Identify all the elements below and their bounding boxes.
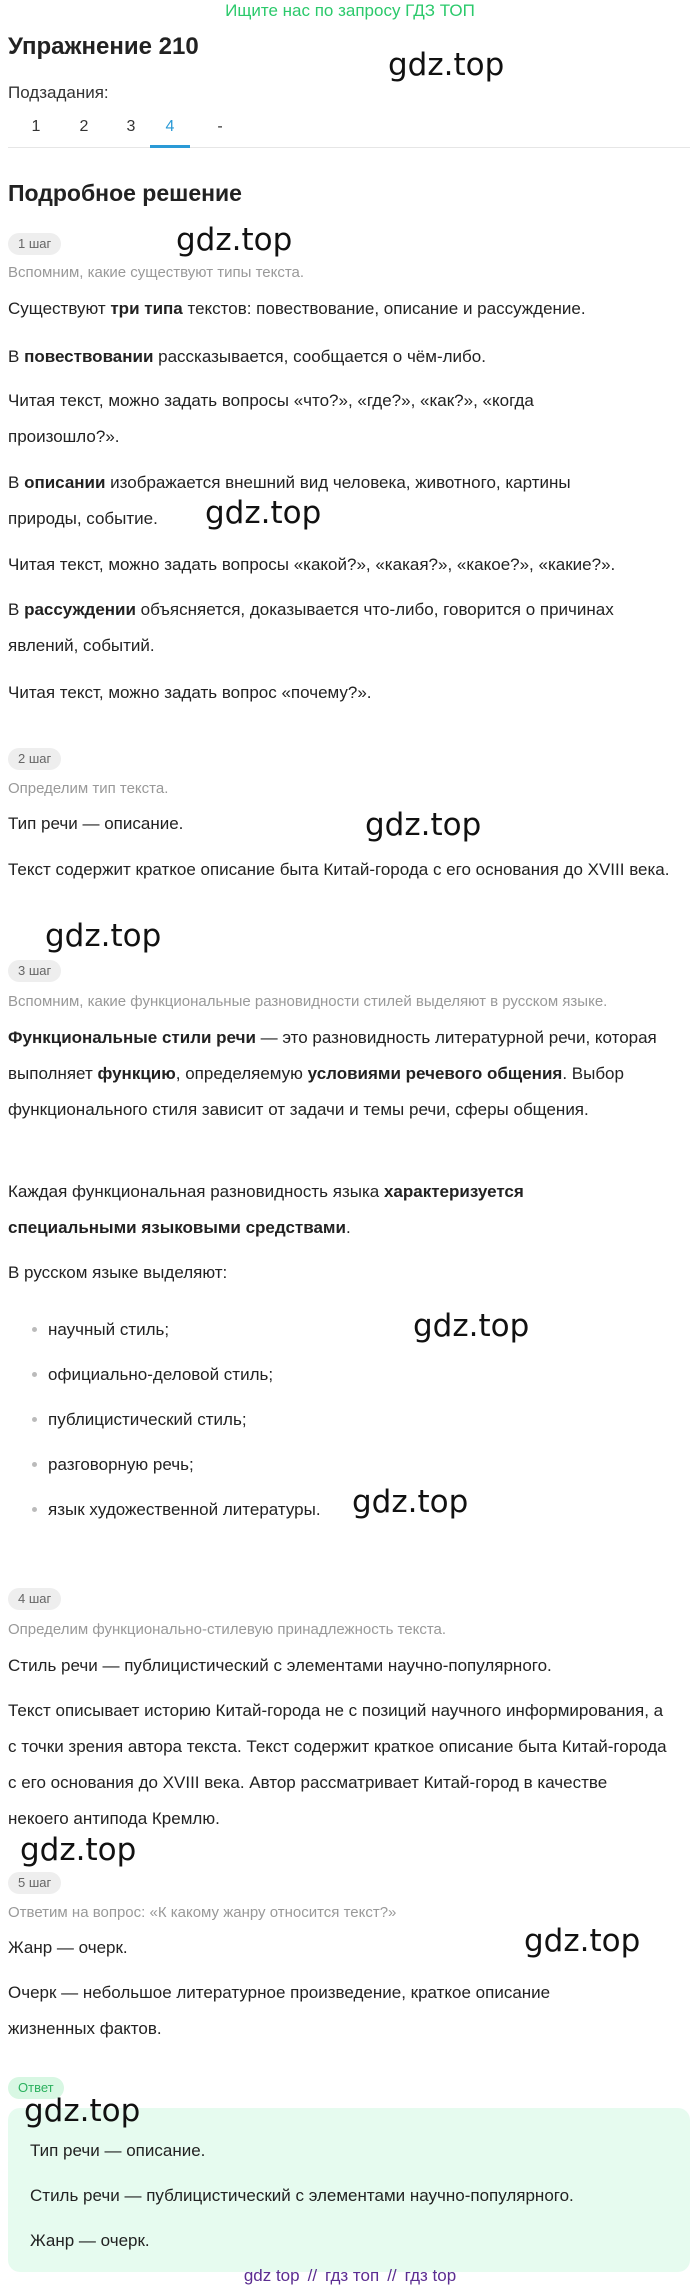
watermark: gdz.top [524, 1923, 641, 1959]
step-paragraph: Очерк — небольшое литературное произведение, краткое описание жизненных фактов. [8, 1983, 551, 2038]
list-item: официально-деловой стиль; [8, 1363, 508, 1387]
step-paragraph: В описании изображается внешний вид человека, животного, картины природы, событие. [8, 473, 571, 528]
bullet-icon [32, 1417, 37, 1422]
watermark: gdz.top [365, 807, 482, 843]
step-badge: 4 шаг [8, 1588, 61, 1610]
step-badge: 2 шаг [8, 748, 61, 770]
active-tab-indicator [150, 145, 190, 148]
page-title: Упражнение 210 [8, 33, 199, 60]
step-hint: Определим функционально-стилевую принадлежность текста. [8, 1621, 447, 1638]
step-paragraph: Текст описывает историю Китай-города не с позиций научного информирования, а с точки зрения автора текста. Текст содержит краткое описание быта Китай-города с его основания до XVIII века. Автор рассматривает Китай-город в качестве некоего антипода Кремлю. [8, 1701, 667, 1828]
footer-link[interactable]: gdz top [243, 2266, 300, 2285]
step-paragraph: Читая текст, можно задать вопросы «что?», «где?», «как?», «когда произошло?». [8, 391, 534, 446]
step-hint: Определим тип текста. [8, 780, 169, 797]
step-paragraph: Каждая функциональная разновидность языка характеризуется специальными языковыми средствами. [8, 1182, 524, 1237]
promo-banner[interactable]: Ищите нас по запросу ГДЗ ТОП [225, 1, 475, 20]
bullet-icon [32, 1372, 37, 1377]
subtasks-label: Подзадания: [8, 83, 109, 102]
watermark: gdz.top [205, 495, 322, 531]
bullet-icon [32, 1507, 37, 1512]
watermark: gdz.top [24, 2093, 141, 2129]
list-item: публицистический стиль; [8, 1408, 508, 1432]
step-badge: 5 шаг [8, 1872, 61, 1894]
footer-link[interactable]: гдз топ [325, 2266, 380, 2285]
step-paragraph: Стиль речи — публицистический с элементами научно-популярного. [8, 1656, 552, 1675]
step-paragraph: Читая текст, можно задать вопрос «почему?». [8, 683, 372, 702]
step-paragraph: Жанр — очерк. [8, 1938, 128, 1957]
tab-subtask-2[interactable]: 2 [79, 118, 89, 135]
list-item: язык художественной литературы. [8, 1498, 508, 1522]
watermark: gdz.top [45, 918, 162, 954]
subtask-tabs [8, 108, 690, 148]
watermark: gdz.top [176, 222, 293, 258]
tab-subtask-1[interactable]: 1 [31, 118, 41, 135]
solution-heading: Подробное решение [8, 180, 242, 206]
footer-separator: // [387, 2266, 397, 2285]
step-hint: Ответим на вопрос: «К какому жанру относится текст?» [8, 1904, 397, 1921]
step-badge: 3 шаг [8, 960, 61, 982]
step-paragraph: Существуют три типа текстов: повествование, описание и рассуждение. [8, 299, 586, 318]
step-paragraph: Текст содержит краткое описание быта Китай-города с его основания до XVIII века. [8, 860, 670, 879]
answer-line: Тип речи — описание. [30, 2141, 206, 2160]
answer-badge: Ответ [8, 2077, 64, 2099]
step-paragraph: В русском языке выделяют: [8, 1263, 228, 1282]
step-paragraph: В рассуждении объясняется, доказывается что-либо, говорится о причинах явлений, событий. [8, 600, 614, 655]
tab-subtask-3[interactable]: 3 [126, 118, 136, 135]
footer-link[interactable]: гдз top [404, 2266, 457, 2285]
footer-links [0, 2266, 700, 2286]
step-paragraph: Функциональные стили речи — это разновидность литературной речи, которая выполняет функцию, определяемую условиями речевого общения. Выбор функционального стиля зависит от задачи и темы речи, сферы общения. [8, 1028, 657, 1119]
step-hint: Вспомним, какие существуют типы текста. [8, 264, 305, 281]
watermark: gdz.top [388, 47, 505, 83]
answer-line: Жанр — очерк. [30, 2231, 150, 2250]
answer-box [8, 2108, 690, 2272]
tab-subtask-4[interactable]: 4 [165, 118, 175, 135]
step-paragraph: Тип речи — описание. [8, 814, 184, 833]
answer-line: Стиль речи — публицистический с элементами научно-популярного. [30, 2186, 574, 2205]
step-paragraph: В повествовании рассказывается, сообщается о чём-либо. [8, 347, 486, 366]
step-badge: 1 шаг [8, 233, 61, 255]
list-item: научный стиль; [8, 1318, 508, 1342]
watermark: gdz.top [20, 1832, 137, 1868]
watermark: gdz.top [352, 1484, 469, 1520]
step-hint: Вспомним, какие функциональные разновидности стилей выделяют в русском языке. [8, 993, 608, 1010]
list-item: разговорную речь; [8, 1453, 508, 1477]
bullet-icon [32, 1462, 37, 1467]
bullet-icon [32, 1327, 37, 1332]
tab-subtask-none[interactable]: - [217, 118, 223, 135]
footer-separator: // [307, 2266, 318, 2285]
watermark: gdz.top [413, 1308, 530, 1344]
step-paragraph: Читая текст, можно задать вопросы «какой?», «какая?», «какое?», «какие?». [8, 555, 616, 574]
